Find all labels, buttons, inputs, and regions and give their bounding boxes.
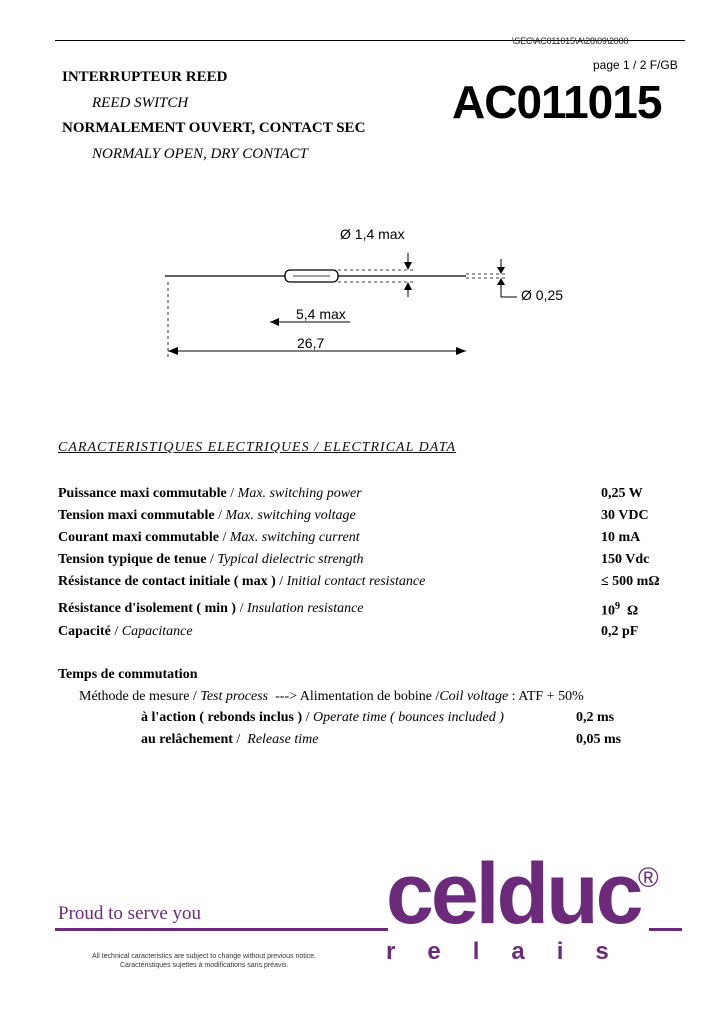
spec-row: Tension maxi commutable / Max. switching voltage	[58, 508, 356, 523]
spec-label-en: Capacitance	[121, 624, 193, 639]
wire-diameter-label: Ø 0,25	[521, 287, 564, 303]
disclaimer-en: All technical caracteristics are subject to change without previous notice.	[92, 953, 317, 960]
spec-label-en: Typical dielectric strength	[217, 552, 364, 567]
spec-label-fr: Résistance d'isolement ( min )	[58, 601, 237, 616]
release-label-fr: au relâchement	[141, 732, 233, 747]
spec-row: Résistance d'isolement ( min ) / Insulation resistance	[58, 601, 364, 616]
title-en-2: NORMALY OPEN, DRY CONTACT	[92, 146, 308, 162]
arrow-up-icon	[404, 282, 412, 290]
arrow-down-icon	[404, 262, 412, 270]
test-process-line: Méthode de mesure / Test process ---> Alimentation de bobine /Coil voltage : ATF + 50%	[79, 689, 584, 704]
spec-value: 150 Vdc	[601, 552, 650, 567]
section-title: CARACTERISTIQUES ELECTRIQUES / ELECTRICAL DATA	[58, 440, 457, 455]
spec-value: 0,2 pF	[601, 624, 639, 639]
spec-row: Tension typique de tenue / Typical dielectric strength	[58, 552, 364, 567]
title-fr-2: NORMALEMENT OUVERT, CONTACT SEC	[62, 120, 366, 136]
diameter-max-label: Ø 1,4 max	[340, 226, 405, 242]
spec-label-en: Max. switching power	[237, 486, 362, 501]
operate-time-value: 0,2 ms	[576, 710, 615, 725]
spec-row: Courant maxi commutable / Max. switching current	[58, 530, 360, 545]
glass-body	[285, 270, 338, 282]
method-en: Test process	[200, 689, 269, 704]
spec-row: Capacité / Capacitance	[58, 624, 193, 639]
method-rest-1: ---> Alimentation de bobine /	[275, 689, 440, 704]
spec-label-fr: Puissance maxi commutable	[58, 486, 227, 501]
spec-label-en: Max. switching current	[229, 530, 360, 545]
spec-value: 30 VDC	[601, 508, 649, 523]
method-rest-2: : ATF + 50%	[511, 689, 584, 704]
spec-label-fr: Tension maxi commutable	[58, 508, 215, 523]
spec-value: ≤ 500 mΩ	[601, 574, 660, 589]
document-reference: \SEC\AC011015\A\28\09\2000	[512, 36, 629, 46]
body-length-label: 5,4 max	[296, 306, 346, 322]
spec-label-en: Max. switching voltage	[225, 508, 356, 523]
total-length-label: 26,7	[297, 335, 325, 351]
spec-row: Résistance de contact initiale ( max ) / Initial contact resistance	[58, 574, 426, 589]
spec-label-en: Initial contact resistance	[286, 574, 426, 589]
title-fr-1: INTERRUPTEUR REED	[62, 69, 228, 85]
operate-time-row: à l'action ( rebonds inclus ) / Operate time ( bounces included )	[141, 710, 504, 725]
value-unit: Ω	[627, 603, 639, 619]
method-fr: Méthode de mesure	[79, 689, 190, 704]
method-en-2: Coil voltage	[439, 689, 509, 704]
release-label-en: Release time	[247, 732, 319, 747]
value-base: 10	[601, 603, 615, 619]
page-number: page 1 / 2 F/GB	[593, 58, 678, 72]
spec-label-en: Insulation resistance	[246, 601, 364, 616]
operate-label-en: Operate time ( bounces included )	[313, 710, 504, 725]
spec-label-fr: Résistance de contact initiale ( max )	[58, 574, 276, 589]
footer-rule-right	[649, 928, 682, 931]
registered-mark: ®	[638, 862, 659, 893]
footer-rule-left	[55, 928, 388, 931]
spec-value: 10 mA	[601, 530, 641, 545]
spec-label-fr: Courant maxi commutable	[58, 530, 219, 545]
operate-label-fr: à l'action ( rebonds inclus )	[141, 710, 303, 725]
timing-title: Temps de commutation	[58, 667, 198, 682]
spec-value	[601, 601, 638, 620]
part-number: AC011015	[452, 76, 662, 128]
spec-row: Puissance maxi commutable / Max. switching power	[58, 486, 362, 501]
spec-label-fr: Tension typique de tenue	[58, 552, 207, 567]
brand-logo: celduc	[386, 846, 641, 942]
value-exponent: 9	[615, 601, 620, 612]
release-time-value: 0,05 ms	[576, 732, 622, 747]
title-en-1: REED SWITCH	[92, 95, 189, 111]
brand-subtitle: relais	[386, 938, 641, 965]
release-time-row: au relâchement / Release time	[141, 732, 319, 747]
spec-value: 0,25 W	[601, 486, 643, 501]
spec-label-fr: Capacité	[58, 624, 111, 639]
slogan: Proud to serve you	[58, 903, 202, 924]
disclaimer-fr: Caractéristiques sujettes à modifications sans préavis.	[120, 962, 289, 969]
